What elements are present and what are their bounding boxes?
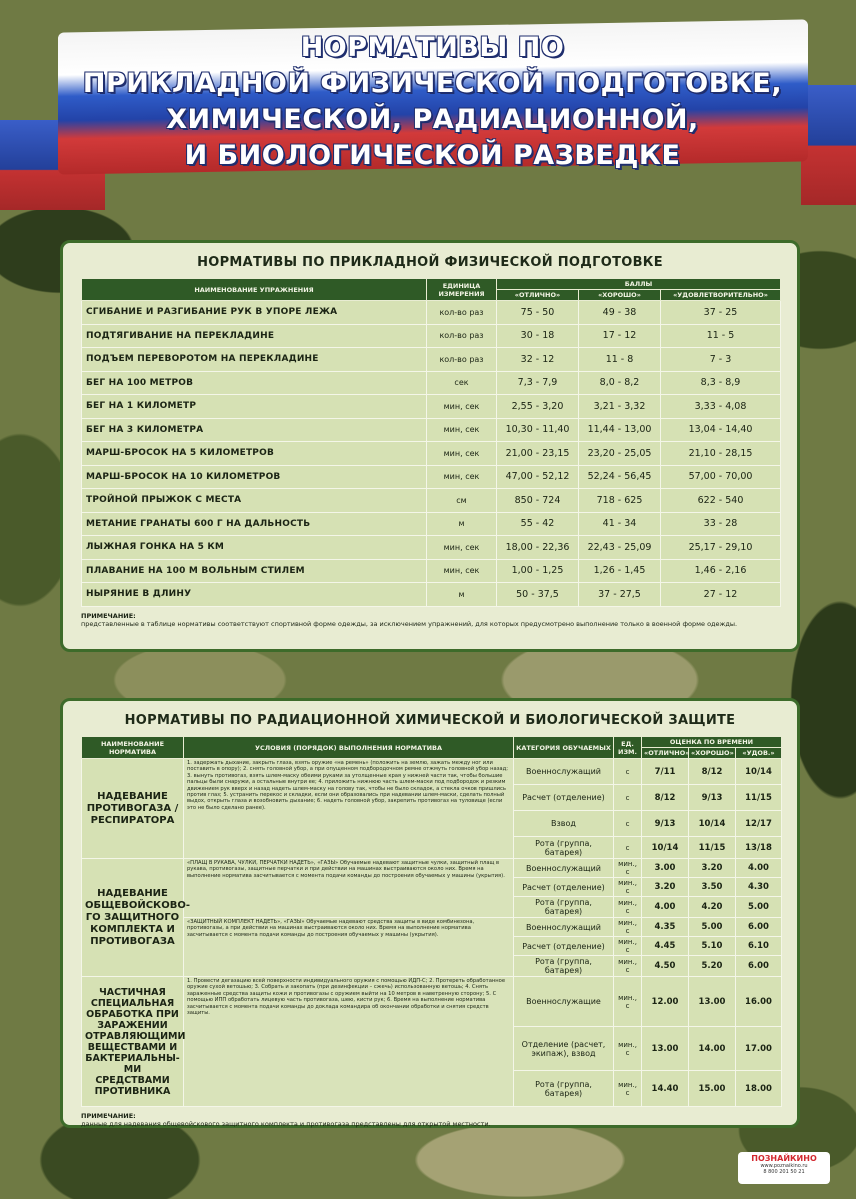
flag-ribbon-right bbox=[801, 85, 856, 205]
excellent-cell: 13.00 bbox=[642, 1027, 689, 1071]
exercise-name: МЕТАНИЕ ГРАНАТЫ 600 Г НА ДАЛЬНОСТЬ bbox=[82, 512, 427, 536]
category-cell: Военнослужащий bbox=[514, 759, 614, 785]
unit-cell: мин., с bbox=[614, 977, 642, 1027]
table-row bbox=[82, 442, 781, 466]
table-row bbox=[82, 918, 782, 937]
col2-header-cond: УСЛОВИЯ (ПОРЯДОК) ВЫПОЛНЕНИЯ НОРМАТИВА bbox=[184, 737, 514, 759]
unit-cell: мин., с bbox=[614, 1027, 642, 1071]
unit-cell: мин., с bbox=[614, 859, 642, 878]
category-cell: Рота (группа, батарея) bbox=[514, 956, 614, 977]
good-cell: 5.10 bbox=[689, 937, 736, 956]
sat-cell: 6.00 bbox=[736, 918, 782, 937]
exercise-name: БЕГ НА 3 КИЛОМЕТРА bbox=[82, 418, 427, 442]
norm-conditions: 1. задержать дыхание, закрыть глаза, взять оружие «на ремень» (положить на землю, зажать между ног или поставить в опору); 2. снять головной убор, а при опущенном подбородочном ремне отжмуть головной убор назад; 3. вынуть противогаз, взять шлем-маску обеими руками за утолщенные края у нижней части так, чтобы большие пальцы были снаружи, а остальные внутри ее; 4. приложить нижнюю часть шлем-маски под подбородок и резким движением рук вверх и назад надеть шлем-маску на голову так, чтобы не было складок, а стекла очков пришлись против глаз; 5. устранить перекос и складки, если они образовались при надевании шлем-маски, сделать полный выдох, открыть глаза и возобновить дыхание; 6. надеть головной убор, закрепить противогаз на туловище (если это не было сделано ранее). bbox=[184, 759, 514, 859]
good-cell: 52,24 - 56,45 bbox=[579, 465, 661, 489]
excellent-cell: 9/13 bbox=[642, 811, 689, 837]
good-cell: 11/15 bbox=[689, 837, 736, 859]
table-row bbox=[82, 489, 781, 513]
table-row bbox=[82, 395, 781, 419]
table-row bbox=[82, 348, 781, 372]
excellent-cell: 14.40 bbox=[642, 1071, 689, 1107]
col-header-excellent: «ОТЛИЧНО» bbox=[497, 290, 579, 301]
exercise-name: ЛЫЖНАЯ ГОНКА НА 5 КМ bbox=[82, 536, 427, 560]
section1-title: НОРМАТИВЫ ПО ПРИКЛАДНОЙ ФИЗИЧЕСКОЙ ПОДГОТОВКЕ bbox=[197, 255, 663, 270]
col2-header-sat: «УДОВ.» bbox=[736, 748, 782, 759]
sat-cell: 13/18 bbox=[736, 837, 782, 859]
excellent-cell: 12.00 bbox=[642, 977, 689, 1027]
table-row bbox=[82, 977, 782, 1027]
publisher-logo bbox=[738, 1152, 830, 1184]
logo-phone: 8 800 201 50 21 bbox=[763, 1169, 805, 1175]
satisfactory-cell: 33 - 28 bbox=[661, 512, 781, 536]
note-text: представленные в таблице нормативы соответствуют спортивной форме одежды, за исключением упражнений, для которых предусмотрено выполнение только в военной форме одежды. bbox=[81, 619, 738, 628]
sat-cell: 5.00 bbox=[736, 897, 782, 918]
good-cell: 9/13 bbox=[689, 785, 736, 811]
section2-note bbox=[81, 1112, 779, 1128]
good-cell: 718 - 625 bbox=[579, 489, 661, 513]
title-line-4: И БИОЛОГИЧЕСКОЙ РАЗВЕДКЕ bbox=[184, 140, 681, 171]
good-cell: 3.20 bbox=[689, 859, 736, 878]
unit-cell: с bbox=[614, 759, 642, 785]
section2-title: НОРМАТИВЫ ПО РАДИАЦИОННОЙ ХИМИЧЕСКОЙ И БИОЛОГИЧЕСКОЙ ЗАЩИТЕ bbox=[124, 713, 736, 728]
exercise-name: ПОДЪЕМ ПЕРЕВОРОТОМ НА ПЕРЕКЛАДИНЕ bbox=[82, 348, 427, 372]
unit-cell: мин, сек bbox=[427, 395, 497, 419]
good-cell: 1,26 - 1,45 bbox=[579, 559, 661, 583]
norm-name: НАДЕВАНИЕ ПРОТИВОГАЗА / РЕСПИРАТОРА bbox=[82, 759, 184, 859]
satisfactory-cell: 25,17 - 29,10 bbox=[661, 536, 781, 560]
rchb-protection-panel bbox=[60, 698, 800, 1128]
norm-conditions: 1. Провести дегазацию всей поверхности индивидуального оружия с помощью ИДП-С; 2. Протереть обработанное оружие сухой ветошью; 3. Собрать и закопать (при дезинфекции – сжечь) использованную ветошь; 4. Снять зараженные средства защиты кожи и противогазы с оружием выйти на 10 метров в наветренную сторону; 5. С помощью ИПП обработать лицевую часть противогаза, шею, кисти рук; 6. Время на выполнение норматива засчитывается с момента подачи команды до доклада командира об окончании обработки и снятия средств защиты. bbox=[184, 977, 514, 1107]
sat-cell: 18.00 bbox=[736, 1071, 782, 1107]
satisfactory-cell: 622 - 540 bbox=[661, 489, 781, 513]
exercise-name: НЫРЯНИЕ В ДЛИНУ bbox=[82, 583, 427, 607]
excellent-cell: 4.50 bbox=[642, 956, 689, 977]
satisfactory-cell: 57,00 - 70,00 bbox=[661, 465, 781, 489]
norm-name: НАДЕВАНИЕ ОБЩЕВОЙСКОВО-ГО ЗАЩИТНОГО КОМПЛЕКТА И ПРОТИВОГАЗА bbox=[82, 859, 184, 977]
category-cell: Расчет (отделение) bbox=[514, 785, 614, 811]
title-line-3: ХИМИЧЕСКОЙ, РАДИАЦИОННОЙ, bbox=[166, 104, 699, 135]
unit-cell: мин., с bbox=[614, 878, 642, 897]
excellent-cell: 21,00 - 23,15 bbox=[497, 442, 579, 466]
excellent-cell: 32 - 12 bbox=[497, 348, 579, 372]
sat-cell: 6.00 bbox=[736, 956, 782, 977]
section1-note bbox=[81, 612, 779, 628]
note-text: данные для надевания общевойскового защитного комплекта и противогаза представлены для открытой местности. bbox=[81, 1120, 491, 1128]
col2-header-name: НАИМЕНОВАНИЕ НОРМАТИВА bbox=[82, 737, 184, 759]
col2-header-unit: ЕД. ИЗМ. bbox=[614, 737, 642, 759]
excellent-cell: 2,55 - 3,20 bbox=[497, 395, 579, 419]
unit-cell: кол-во раз bbox=[427, 301, 497, 325]
table-row bbox=[82, 859, 782, 878]
title-line-2: ПРИКЛАДНОЙ ФИЗИЧЕСКОЙ ПОДГОТОВКЕ, bbox=[82, 68, 783, 99]
note-label: ПРИМЕЧАНИЕ: bbox=[81, 611, 136, 620]
excellent-cell: 55 - 42 bbox=[497, 512, 579, 536]
sat-cell: 12/17 bbox=[736, 811, 782, 837]
excellent-cell: 4.00 bbox=[642, 897, 689, 918]
satisfactory-cell: 37 - 25 bbox=[661, 301, 781, 325]
good-cell: 22,43 - 25,09 bbox=[579, 536, 661, 560]
exercise-name: МАРШ-БРОСОК НА 5 КИЛОМЕТРОВ bbox=[82, 442, 427, 466]
unit-cell: мин., с bbox=[614, 918, 642, 937]
table-row bbox=[82, 465, 781, 489]
good-cell: 13.00 bbox=[689, 977, 736, 1027]
exercise-name: ТРОЙНОЙ ПРЫЖОК С МЕСТА bbox=[82, 489, 427, 513]
category-cell: Расчет (отделение) bbox=[514, 878, 614, 897]
col-header-unit: ЕДИНИЦА ИЗМЕРЕНИЯ bbox=[427, 279, 497, 301]
exercise-name: МАРШ-БРОСОК НА 10 КИЛОМЕТРОВ bbox=[82, 465, 427, 489]
excellent-cell: 4.35 bbox=[642, 918, 689, 937]
category-cell: Расчет (отделение) bbox=[514, 937, 614, 956]
good-cell: 5.20 bbox=[689, 956, 736, 977]
title-line-1: НОРМАТИВЫ ПО bbox=[300, 32, 565, 63]
unit-cell: кол-во раз bbox=[427, 348, 497, 372]
col-header-scores: БАЛЛЫ bbox=[497, 279, 781, 290]
satisfactory-cell: 1,46 - 2,16 bbox=[661, 559, 781, 583]
sat-cell: 6.10 bbox=[736, 937, 782, 956]
unit-cell: с bbox=[614, 811, 642, 837]
table-row bbox=[82, 418, 781, 442]
col2-header-score: ОЦЕНКА ПО ВРЕМЕНИ bbox=[642, 737, 782, 748]
unit-cell: м bbox=[427, 512, 497, 536]
unit-cell: мин, сек bbox=[427, 442, 497, 466]
col2-header-good: «ХОРОШО» bbox=[689, 748, 736, 759]
satisfactory-cell: 21,10 - 28,15 bbox=[661, 442, 781, 466]
note-label: ПРИМЕЧАНИЕ: bbox=[81, 1112, 136, 1120]
table-row bbox=[82, 371, 781, 395]
table-row bbox=[82, 301, 781, 325]
sat-cell: 11/15 bbox=[736, 785, 782, 811]
excellent-cell: 7/11 bbox=[642, 759, 689, 785]
good-cell: 10/14 bbox=[689, 811, 736, 837]
category-cell: Рота (группа, батарея) bbox=[514, 837, 614, 859]
norm-conditions: «ПЛАЩ В РУКАВА, ЧУЛКИ, ПЕРЧАТКИ НАДЕТЬ», «ГАЗЫ» Обучаемые надевают защитные чулки, защитный плащ в рукава, противогазы, защитные перчатки и при действии на машинах выстраиваются около них. Время на выполнение норматива засчитывается с момента подачи команды до построения обучаемых у машины (укрытия). bbox=[184, 859, 514, 918]
unit-cell: мин., с bbox=[614, 956, 642, 977]
satisfactory-cell: 11 - 5 bbox=[661, 324, 781, 348]
good-cell: 11,44 - 13,00 bbox=[579, 418, 661, 442]
excellent-cell: 75 - 50 bbox=[497, 301, 579, 325]
unit-cell: м bbox=[427, 583, 497, 607]
unit-cell: мин, сек bbox=[427, 418, 497, 442]
excellent-cell: 50 - 37,5 bbox=[497, 583, 579, 607]
excellent-cell: 7,3 - 7,9 bbox=[497, 371, 579, 395]
sat-cell: 16.00 bbox=[736, 977, 782, 1027]
unit-cell: сек bbox=[427, 371, 497, 395]
sat-cell: 10/14 bbox=[736, 759, 782, 785]
good-cell: 15.00 bbox=[689, 1071, 736, 1107]
exercise-name: ПЛАВАНИЕ НА 100 М ВОЛЬНЫМ СТИЛЕМ bbox=[82, 559, 427, 583]
unit-cell: мин, сек bbox=[427, 559, 497, 583]
good-cell: 8/12 bbox=[689, 759, 736, 785]
satisfactory-cell: 13,04 - 14,40 bbox=[661, 418, 781, 442]
excellent-cell: 10,30 - 11,40 bbox=[497, 418, 579, 442]
category-cell: Рота (группа, батарея) bbox=[514, 897, 614, 918]
good-cell: 4.20 bbox=[689, 897, 736, 918]
category-cell: Военнослужащий bbox=[514, 859, 614, 878]
category-cell: Военнослужащие bbox=[514, 977, 614, 1027]
table-row bbox=[82, 559, 781, 583]
physical-training-panel bbox=[60, 240, 800, 652]
excellent-cell: 3.20 bbox=[642, 878, 689, 897]
unit-cell: мин., с bbox=[614, 1071, 642, 1107]
satisfactory-cell: 3,33 - 4,08 bbox=[661, 395, 781, 419]
sat-cell: 17.00 bbox=[736, 1027, 782, 1071]
satisfactory-cell: 8,3 - 8,9 bbox=[661, 371, 781, 395]
unit-cell: мин, сек bbox=[427, 465, 497, 489]
page-title bbox=[60, 30, 805, 174]
sat-cell: 4.30 bbox=[736, 878, 782, 897]
unit-cell: кол-во раз bbox=[427, 324, 497, 348]
good-cell: 3,21 - 3,32 bbox=[579, 395, 661, 419]
exercise-name: БЕГ НА 100 МЕТРОВ bbox=[82, 371, 427, 395]
excellent-cell: 3.00 bbox=[642, 859, 689, 878]
category-cell: Взвод bbox=[514, 811, 614, 837]
table-row bbox=[82, 512, 781, 536]
good-cell: 49 - 38 bbox=[579, 301, 661, 325]
table-row bbox=[82, 536, 781, 560]
norm-conditions: «ЗАЩИТНЫЙ КОМПЛЕКТ НАДЕТЬ», «ГАЗЫ» Обучаемые надевают средства защиты в виде комбинезона, противогазы, а при действии на машинах выстраиваются около них. Время на выполнение норматива засчитывается с момента подачи команды до построения обучаемых у машины (укрытия). bbox=[184, 918, 514, 977]
norm-name: ЧАСТИЧНАЯ СПЕЦИАЛЬНАЯ ОБРАБОТКА ПРИ ЗАРАЖЕНИИ ОТРАВЛЯЮЩИМИ ВЕЩЕСТВАМИ И БАКТЕРИАЛЬНЫ-МИ СРЕДСТВАМИ ПРОТИВНИКА bbox=[82, 977, 184, 1107]
physical-training-table bbox=[81, 278, 781, 607]
exercise-name: СГИБАНИЕ И РАЗГИБАНИЕ РУК В УПОРЕ ЛЕЖА bbox=[82, 301, 427, 325]
good-cell: 11 - 8 bbox=[579, 348, 661, 372]
category-cell: Рота (группа, батарея) bbox=[514, 1071, 614, 1107]
good-cell: 37 - 27,5 bbox=[579, 583, 661, 607]
excellent-cell: 850 - 724 bbox=[497, 489, 579, 513]
col2-header-excellent: «ОТЛИЧНО» bbox=[642, 748, 689, 759]
col2-header-cat: КАТЕГОРИЯ ОБУЧАЕМЫХ bbox=[514, 737, 614, 759]
good-cell: 23,20 - 25,05 bbox=[579, 442, 661, 466]
unit-cell: мин., с bbox=[614, 897, 642, 918]
category-cell: Военнослужащий bbox=[514, 918, 614, 937]
logo-site: www.poznaikino.ru bbox=[760, 1163, 808, 1169]
table-row bbox=[82, 759, 782, 785]
good-cell: 5.00 bbox=[689, 918, 736, 937]
unit-cell: мин, сек bbox=[427, 536, 497, 560]
col-header-good: «ХОРОШО» bbox=[579, 290, 661, 301]
excellent-cell: 10/14 bbox=[642, 837, 689, 859]
excellent-cell: 18,00 - 22,36 bbox=[497, 536, 579, 560]
table-row bbox=[82, 583, 781, 607]
exercise-name: БЕГ НА 1 КИЛОМЕТР bbox=[82, 395, 427, 419]
exercise-name: ПОДТЯГИВАНИЕ НА ПЕРЕКЛАДИНЕ bbox=[82, 324, 427, 348]
satisfactory-cell: 7 - 3 bbox=[661, 348, 781, 372]
col-header-satisfactory: «УДОВЛЕТВОРИТЕЛЬНО» bbox=[661, 290, 781, 301]
unit-cell: см bbox=[427, 489, 497, 513]
rchb-table bbox=[81, 736, 782, 1107]
physical-training-rows bbox=[82, 301, 781, 607]
table-row bbox=[82, 324, 781, 348]
good-cell: 3.50 bbox=[689, 878, 736, 897]
excellent-cell: 8/12 bbox=[642, 785, 689, 811]
excellent-cell: 47,00 - 52,12 bbox=[497, 465, 579, 489]
excellent-cell: 1,00 - 1,25 bbox=[497, 559, 579, 583]
good-cell: 17 - 12 bbox=[579, 324, 661, 348]
sat-cell: 4.00 bbox=[736, 859, 782, 878]
logo-brand: ПОЗНАЙКИНО bbox=[751, 1154, 817, 1163]
excellent-cell: 30 - 18 bbox=[497, 324, 579, 348]
good-cell: 8,0 - 8,2 bbox=[579, 371, 661, 395]
category-cell: Отделение (расчет, экипаж), взвод bbox=[514, 1027, 614, 1071]
col-header-name: НАИМЕНОВАНИЕ УПРАЖНЕНИЯ bbox=[82, 279, 427, 301]
good-cell: 41 - 34 bbox=[579, 512, 661, 536]
excellent-cell: 4.45 bbox=[642, 937, 689, 956]
good-cell: 14.00 bbox=[689, 1027, 736, 1071]
unit-cell: мин., с bbox=[614, 937, 642, 956]
satisfactory-cell: 27 - 12 bbox=[661, 583, 781, 607]
unit-cell: с bbox=[614, 785, 642, 811]
unit-cell: с bbox=[614, 837, 642, 859]
